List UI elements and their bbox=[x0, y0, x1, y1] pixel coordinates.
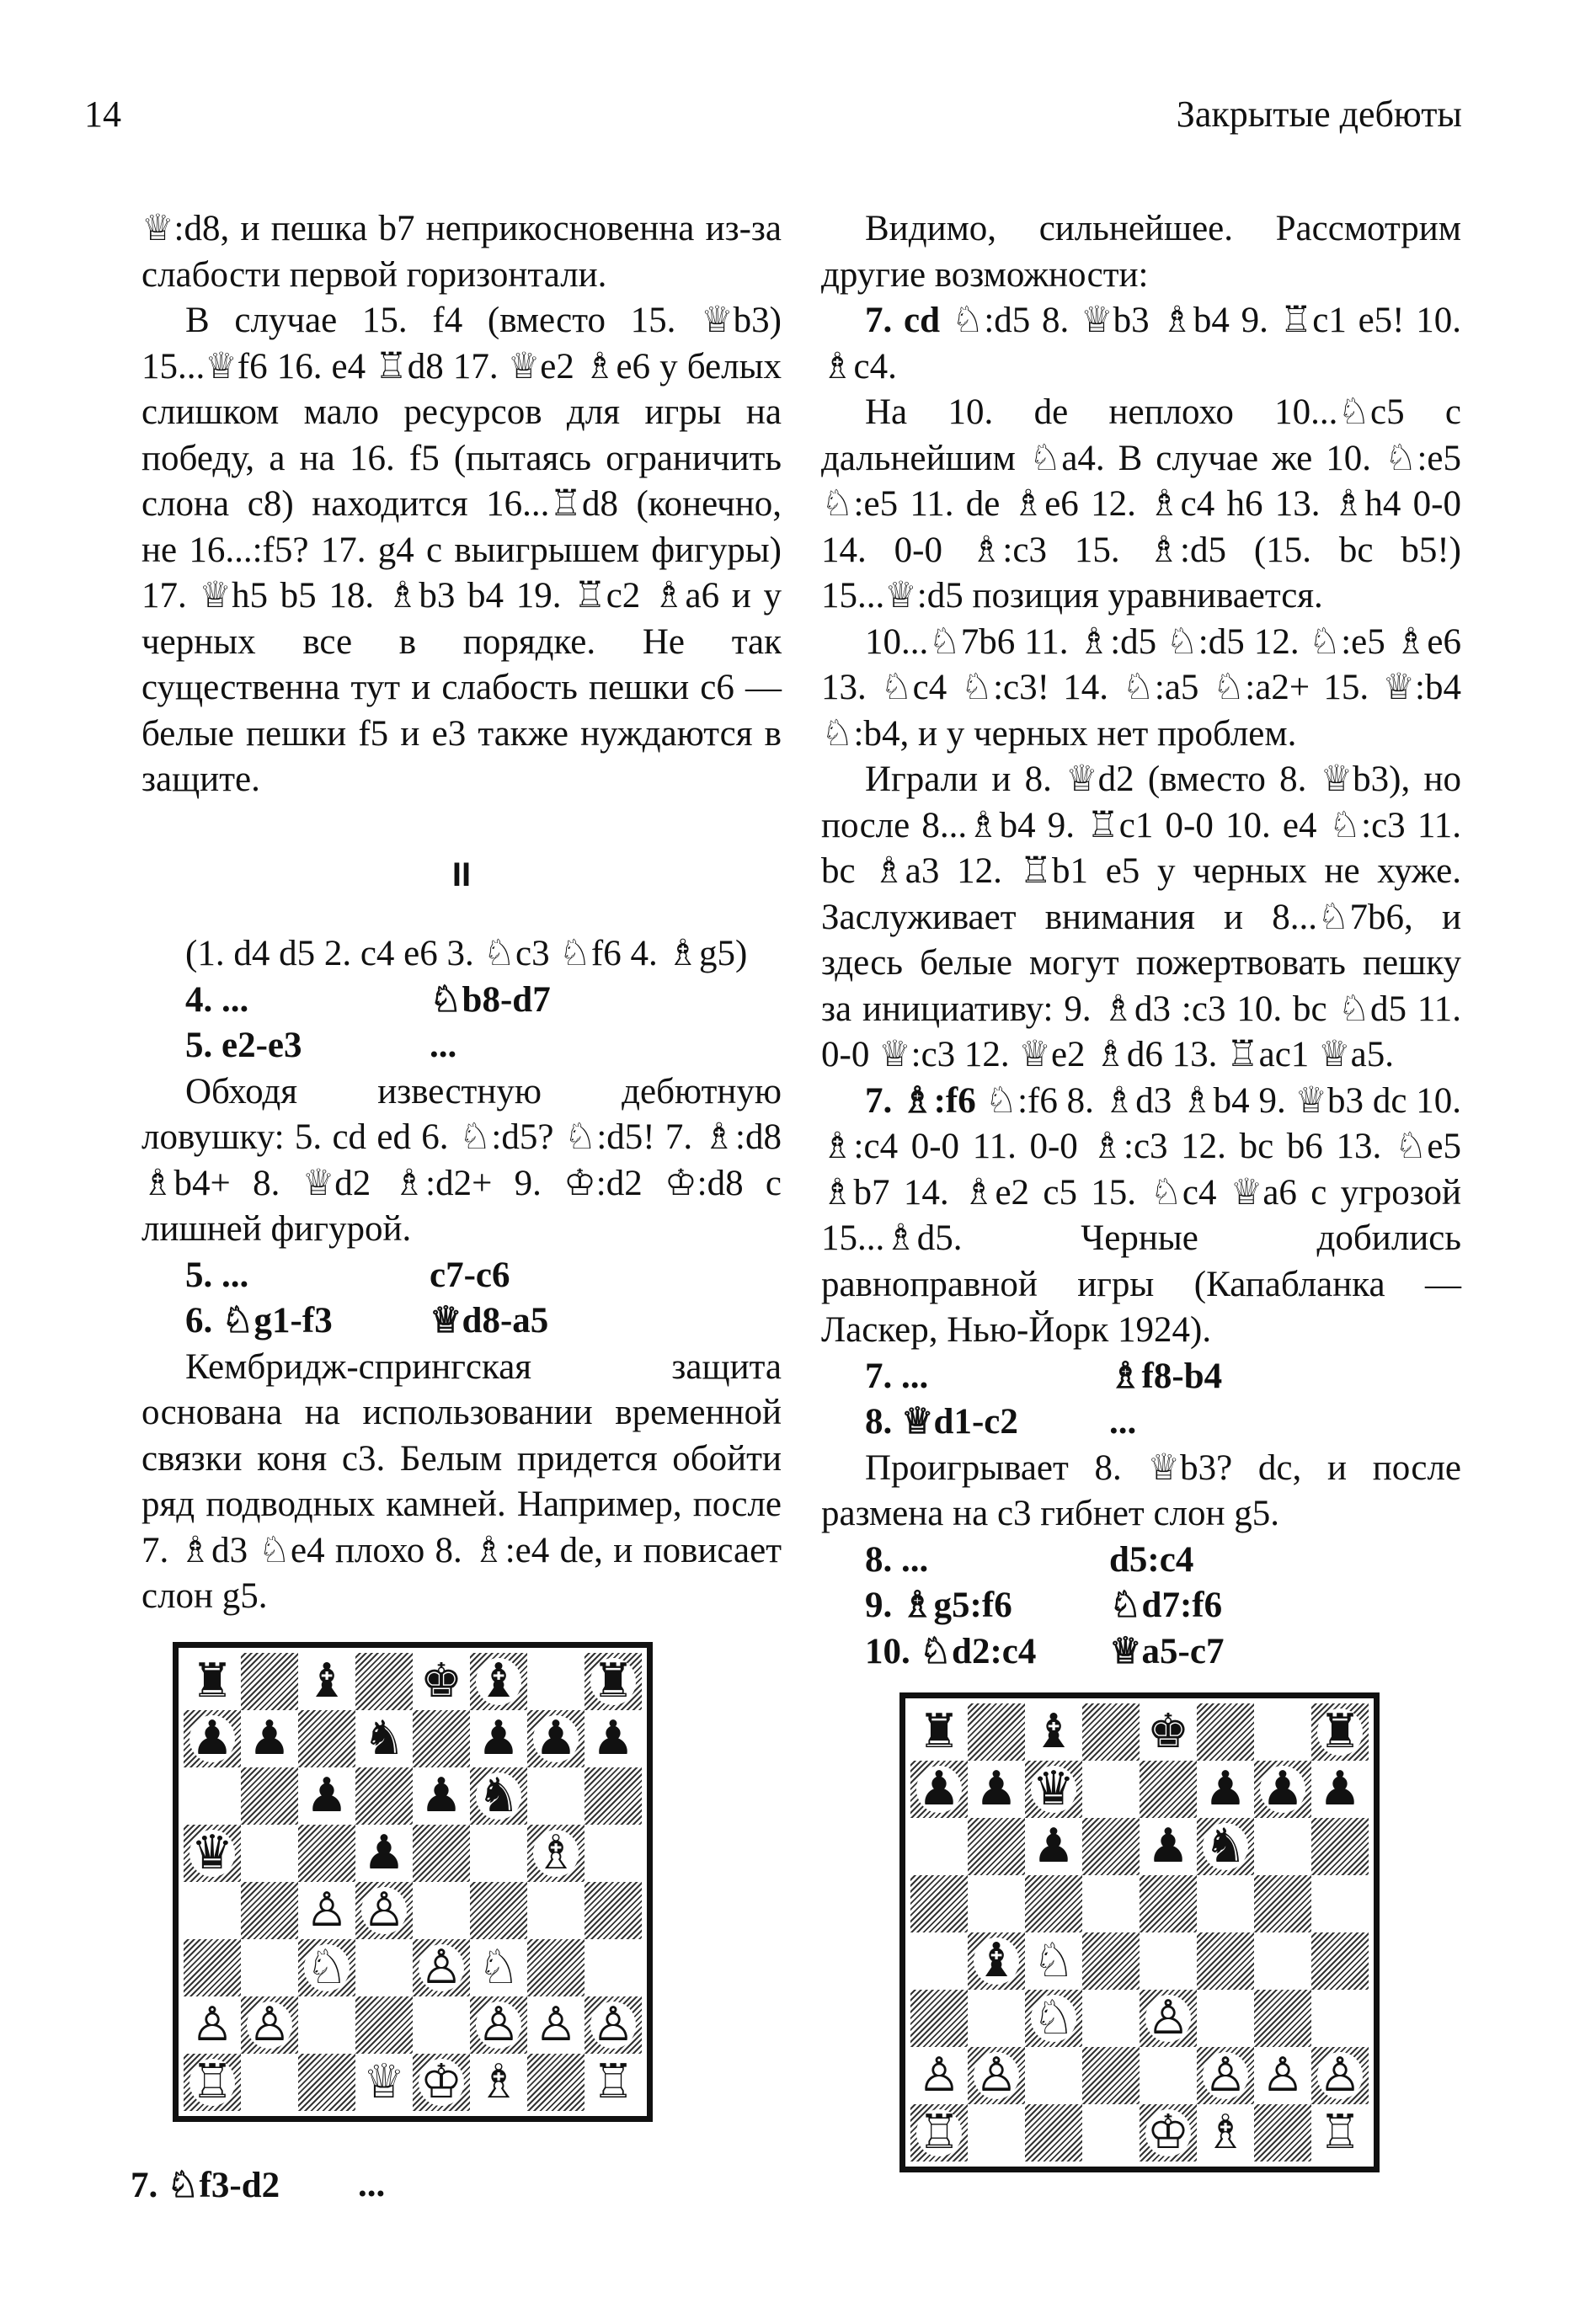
chess-piece-icon: ♞ bbox=[362, 1711, 406, 1766]
chess-piece-icon: ♟ bbox=[591, 1711, 635, 1766]
board-square bbox=[1082, 1990, 1140, 2047]
move-line bbox=[865, 1354, 1461, 1400]
board-square bbox=[241, 1939, 298, 1996]
board-square bbox=[527, 2054, 584, 2111]
black-move: d5:c4 bbox=[1109, 1539, 1194, 1580]
board-square bbox=[1311, 1932, 1369, 1990]
chess-piece-icon: ♜ bbox=[1318, 1704, 1362, 1759]
black-move: ♕d8-a5 bbox=[430, 1301, 549, 1341]
board-square bbox=[355, 1882, 413, 1939]
board-square bbox=[470, 1939, 527, 1996]
move-line bbox=[185, 1023, 782, 1069]
board-square bbox=[910, 1932, 968, 1990]
move-line bbox=[865, 1399, 1461, 1446]
board-square bbox=[184, 2054, 241, 2111]
board-square bbox=[584, 1710, 642, 1767]
black-move: c7-c6 bbox=[430, 1255, 510, 1295]
board-square bbox=[413, 1767, 470, 1825]
board-square bbox=[241, 1825, 298, 1882]
chess-piece-icon: ♚ bbox=[419, 1654, 463, 1708]
board-square bbox=[184, 1767, 241, 1825]
board-square bbox=[1197, 1875, 1254, 1932]
board-square bbox=[470, 1653, 527, 1710]
board-square bbox=[1025, 1818, 1082, 1875]
chess-piece-icon: ♘ bbox=[477, 1940, 520, 1995]
board-square bbox=[968, 2104, 1025, 2161]
board-square bbox=[1025, 1703, 1082, 1761]
chess-piece-icon: ♙ bbox=[362, 1883, 406, 1938]
chess-piece-icon: ♜ bbox=[917, 1704, 961, 1759]
chess-piece-icon: ♙ bbox=[1146, 1991, 1190, 2045]
chess-piece-icon: ♟ bbox=[248, 1711, 291, 1766]
board-square bbox=[470, 1767, 527, 1825]
board-square bbox=[584, 1996, 642, 2054]
board-square bbox=[1025, 2047, 1082, 2104]
board-square bbox=[1197, 1818, 1254, 1875]
chess-piece-icon: ♟ bbox=[1146, 1819, 1190, 1874]
chess-piece-icon: ♙ bbox=[917, 2048, 961, 2103]
board-square bbox=[1140, 1932, 1197, 1990]
black-move: ♘d7:f6 bbox=[1109, 1586, 1223, 1625]
board-square bbox=[470, 2054, 527, 2111]
paragraph: Играли и 8. ♕d2 (вместо 8. ♕b3), но после 8...♗b4 9. ♖c1 0-0 10. e4 ♘:c3 11. bc ♗a3 12. ♖b1 e5 у черных не хуже. Заслуживает внимания и 8...♘7b6, и здесь белые могут пожертвовать пешку за инициативу: 9. ♗d3 :c3 10. bc ♘d5 11. 0-0 ♕:c3 12. ♕e2 ♗d6 13. ♖ac1 ♕a5. bbox=[821, 760, 1461, 1074]
board-square bbox=[241, 2054, 298, 2111]
board-square bbox=[413, 2054, 470, 2111]
board-square bbox=[1025, 1932, 1082, 1990]
paragraph: Проигрывает 8. ♕b3? dc, и после размена на c3 гибнет слон g5. bbox=[821, 1447, 1461, 1533]
chess-piece-icon: ♚ bbox=[1146, 1704, 1190, 1759]
paragraph: ♕:d8, и пешка b7 неприкосновенна из-за слабости первой горизонтали. bbox=[141, 209, 782, 295]
board-square bbox=[298, 1996, 355, 2054]
paragraph-text: ♘:d5 8. ♕b3 ♗b4 9. ♖c1 e5! 10. ♗c4. bbox=[821, 301, 1461, 386]
board-square bbox=[1140, 1703, 1197, 1761]
board-square bbox=[355, 1825, 413, 1882]
paragraph: В случае 15. f4 (вместо 15. ♕b3) 15...♕f6 16. e4 ♖d8 17. ♕e2 ♗e6 у белых слишком мало ресурсов для игры на победу, а на 16. f5 (пытаясь ограничить слона c8) находится 16...♖d8 (конечно, не 16...:f5? 17. g4 с выигрышем фигуры) 17. ♕h5 b5 18. ♗b3 b4 19. ♖c2 ♗a6 и у черных все в порядке. Не так существенна тут и слабость пешки c6 — белые пешки f5 и e3 также нуждаются в защите. bbox=[141, 301, 782, 799]
chess-piece-icon: ♟ bbox=[974, 1762, 1018, 1816]
chess-piece-icon: ♗ bbox=[477, 2055, 520, 2109]
board-square bbox=[584, 1653, 642, 1710]
board-square bbox=[584, 1939, 642, 1996]
chess-piece-icon: ♟ bbox=[419, 1768, 463, 1823]
board-square bbox=[298, 2054, 355, 2111]
right-column bbox=[821, 206, 1461, 1675]
chess-piece-icon: ♖ bbox=[190, 2055, 234, 2109]
chess-piece-icon: ♙ bbox=[591, 1997, 635, 2052]
board-square bbox=[968, 2047, 1025, 2104]
chess-piece-icon: ♟ bbox=[1204, 1762, 1247, 1816]
board-square bbox=[241, 1996, 298, 2054]
board-square bbox=[1197, 1761, 1254, 1818]
board-square bbox=[1025, 1761, 1082, 1818]
board-square bbox=[968, 1990, 1025, 2047]
paragraph: Обходя известную дебютную ловушку: 5. cd ed 6. ♘:d5? ♘:d5! 7. ♗:d8 ♗b4+ 8. ♕d2 ♗:d2+ 9. ♔:d2 ♔:d8 с лишней фигурой. bbox=[141, 1071, 782, 1249]
white-move: 8. ... bbox=[865, 1539, 929, 1580]
board-square bbox=[241, 1653, 298, 1710]
board-square bbox=[1025, 2104, 1082, 2161]
white-move: 7. ♘f3-d2 bbox=[131, 2166, 280, 2205]
board-square bbox=[1197, 2104, 1254, 2161]
board-square bbox=[1254, 1703, 1311, 1761]
chess-piece-icon: ♞ bbox=[477, 1768, 520, 1823]
paragraph: Кембридж-спрингская защита основана на использовании временной связки коня c3. Белым придется обойти ряд подводных камней. Например, после 7. ♗d3 ♘e4 плохо 8. ♗:e4 de, и повисает слон g5. bbox=[141, 1346, 782, 1616]
board-square bbox=[413, 1939, 470, 1996]
chess-piece-icon: ♔ bbox=[1146, 2105, 1190, 2160]
chess-piece-icon: ♙ bbox=[190, 1997, 234, 2052]
board-square bbox=[910, 1875, 968, 1932]
board-square bbox=[1140, 1761, 1197, 1818]
board-square bbox=[1311, 2047, 1369, 2104]
black-move: ... bbox=[358, 2165, 386, 2204]
chess-piece-icon: ♟ bbox=[190, 1711, 234, 1766]
board-square bbox=[1197, 1990, 1254, 2047]
board-square bbox=[584, 2054, 642, 2111]
board-square bbox=[1254, 1818, 1311, 1875]
board-square bbox=[584, 1882, 642, 1939]
chess-piece-icon: ♖ bbox=[591, 2055, 635, 2109]
board-square bbox=[1140, 1990, 1197, 2047]
chess-piece-icon: ♝ bbox=[1032, 1704, 1076, 1759]
board-square bbox=[184, 1653, 241, 1710]
board-square bbox=[1082, 1703, 1140, 1761]
board-square bbox=[470, 1882, 527, 1939]
board-square bbox=[355, 1653, 413, 1710]
board-square bbox=[355, 1939, 413, 1996]
board-square bbox=[298, 1653, 355, 1710]
chess-piece-icon: ♟ bbox=[1261, 1762, 1305, 1816]
board-square bbox=[968, 1932, 1025, 1990]
board-square bbox=[1082, 1818, 1140, 1875]
white-move: 8. ♕d1-c2 bbox=[865, 1402, 1018, 1442]
chess-piece-icon: ♘ bbox=[1032, 1933, 1076, 1988]
black-move: ... bbox=[1109, 1402, 1137, 1442]
board-square bbox=[298, 1710, 355, 1767]
paragraph bbox=[821, 298, 1461, 390]
board-square bbox=[527, 1653, 584, 1710]
board-square bbox=[910, 1761, 968, 1818]
move-bold: 7. ♗:f6 bbox=[865, 1080, 976, 1121]
chess-piece-icon: ♕ bbox=[362, 2055, 406, 2109]
move-line bbox=[865, 1538, 1461, 1584]
chess-piece-icon: ♝ bbox=[477, 1654, 520, 1708]
board-square bbox=[1197, 1932, 1254, 1990]
board-square bbox=[184, 1825, 241, 1882]
board-square bbox=[298, 1882, 355, 1939]
board-square bbox=[413, 1882, 470, 1939]
board-square bbox=[184, 1710, 241, 1767]
chess-piece-icon: ♗ bbox=[534, 1826, 578, 1880]
left-column bbox=[141, 206, 782, 1620]
chess-piece-icon: ♖ bbox=[1318, 2105, 1362, 2160]
white-move: 9. ♗g5:f6 bbox=[865, 1586, 1012, 1625]
chess-piece-icon: ♙ bbox=[974, 2048, 1018, 2103]
board-square bbox=[298, 1939, 355, 1996]
chess-piece-icon: ♙ bbox=[1261, 2048, 1305, 2103]
board-square bbox=[1082, 2047, 1140, 2104]
chess-piece-icon: ♞ bbox=[1204, 1819, 1247, 1874]
board-square bbox=[1082, 1761, 1140, 1818]
board-square bbox=[968, 1761, 1025, 1818]
board-square bbox=[968, 1875, 1025, 1932]
chess-piece-icon: ♟ bbox=[1318, 1762, 1362, 1816]
chess-piece-icon: ♙ bbox=[1204, 2048, 1247, 2103]
running-title: Закрытые дебюты bbox=[1176, 93, 1462, 135]
board-square bbox=[910, 1990, 968, 2047]
board-square bbox=[968, 1703, 1025, 1761]
board-square bbox=[470, 1996, 527, 2054]
chess-piece-icon: ♜ bbox=[591, 1654, 635, 1708]
board-square bbox=[1311, 1875, 1369, 1932]
chess-diagram-1 bbox=[173, 1642, 653, 2122]
move-line bbox=[185, 978, 782, 1024]
board-square bbox=[1082, 2104, 1140, 2161]
board-square bbox=[1140, 2047, 1197, 2104]
chess-piece-icon: ♟ bbox=[1032, 1819, 1076, 1874]
section-heading: II bbox=[451, 856, 472, 893]
chess-piece-icon: ♙ bbox=[477, 1997, 520, 2052]
board-square bbox=[1311, 1990, 1369, 2047]
board-square bbox=[355, 1767, 413, 1825]
board-square bbox=[1025, 1990, 1082, 2047]
paragraph bbox=[821, 1079, 1461, 1354]
board-square bbox=[1254, 1875, 1311, 1932]
chess-piece-icon: ♗ bbox=[1204, 2105, 1247, 2160]
paragraph: 10...♘7b6 11. ♗:d5 ♘:d5 12. ♘:e5 ♗e6 13. ♘c4 ♘:c3! 14. ♘:a5 ♘:a2+ 15. ♕:b4 ♘:b4, и у черных нет проблем. bbox=[821, 621, 1461, 754]
move-line bbox=[865, 1583, 1461, 1629]
page-number: 14 bbox=[84, 93, 121, 135]
chess-piece-icon: ♟ bbox=[917, 1762, 961, 1816]
board-square bbox=[1140, 1875, 1197, 1932]
board-square bbox=[1254, 1990, 1311, 2047]
chess-diagram-2 bbox=[899, 1692, 1380, 2172]
board-square bbox=[527, 1825, 584, 1882]
black-move: ♘b8-d7 bbox=[430, 979, 551, 1020]
board-square bbox=[413, 1996, 470, 2054]
board-square bbox=[527, 1882, 584, 1939]
board-square bbox=[1082, 1875, 1140, 1932]
board-square bbox=[1254, 2047, 1311, 2104]
board-square bbox=[584, 1825, 642, 1882]
chess-piece-icon: ♙ bbox=[1318, 2048, 1362, 2103]
chess-piece-icon: ♙ bbox=[248, 1997, 291, 2052]
chess-piece-icon: ♟ bbox=[305, 1768, 349, 1823]
board-square bbox=[910, 1703, 968, 1761]
board-square bbox=[584, 1767, 642, 1825]
board-square bbox=[184, 1882, 241, 1939]
paragraph: На 10. de неплохо 10...♘c5 с дальнейшим ♘a4. В случае же 10. ♘:e5 ♘:e5 11. de ♗e6 12. ♗c4 h6 13. ♗h4 0-0 14. 0-0 ♗:c3 15. ♗:d5 (15. bc b5!) 15...♕:d5 позиция уравнивается. bbox=[821, 392, 1461, 616]
chess-piece-icon: ♙ bbox=[534, 1997, 578, 2052]
chess-piece-icon: ♛ bbox=[190, 1826, 234, 1880]
black-move: ♕a5-c7 bbox=[1109, 1631, 1225, 1671]
board-square bbox=[1140, 2104, 1197, 2161]
board-square bbox=[1197, 2047, 1254, 2104]
chess-piece-icon: ♛ bbox=[1032, 1762, 1076, 1816]
board-square bbox=[910, 2047, 968, 2104]
chess-piece-icon: ♜ bbox=[190, 1654, 234, 1708]
chess-piece-icon: ♘ bbox=[1032, 1991, 1076, 2045]
board-square bbox=[184, 1996, 241, 2054]
board-square bbox=[184, 1939, 241, 1996]
chess-piece-icon: ♙ bbox=[305, 1883, 349, 1938]
board-square bbox=[910, 1818, 968, 1875]
board-square bbox=[1140, 1818, 1197, 1875]
board-square bbox=[527, 1939, 584, 1996]
board-square bbox=[1311, 1703, 1369, 1761]
chess-piece-icon: ♟ bbox=[477, 1711, 520, 1766]
board-square bbox=[1082, 1932, 1140, 1990]
board-square bbox=[355, 1710, 413, 1767]
white-move: 10. ♘d2:c4 bbox=[865, 1631, 1037, 1671]
board-square bbox=[1197, 1703, 1254, 1761]
black-move: ♗f8-b4 bbox=[1109, 1356, 1223, 1396]
board-square bbox=[413, 1710, 470, 1767]
paragraph: Видимо, сильнейшее. Рассмотрим другие возможности: bbox=[821, 209, 1461, 295]
opening-moves: (1. d4 d5 2. c4 e6 3. ♘c3 ♘f6 4. ♗g5) bbox=[185, 934, 748, 973]
move-bold: 7. cd bbox=[865, 301, 941, 340]
board-square bbox=[241, 1882, 298, 1939]
board-square bbox=[241, 1767, 298, 1825]
board-square bbox=[470, 1825, 527, 1882]
board-square bbox=[1311, 1818, 1369, 1875]
board-square bbox=[413, 1653, 470, 1710]
move-line bbox=[131, 2164, 385, 2206]
board-square bbox=[1254, 1761, 1311, 1818]
board-square bbox=[298, 1767, 355, 1825]
white-move: 7. ... bbox=[865, 1356, 929, 1396]
board-square bbox=[470, 1710, 527, 1767]
paragraph-text: ♘:f6 8. ♗d3 ♗b4 9. ♕b3 dc 10. ♗:c4 0-0 11. 0-0 ♗:c3 12. bc b6 13. ♘e5 ♗b7 14. ♗e2 c5 15. ♘c4 ♕a6 с угрозой 15...♗d5. Черные добились равноправной игры (Капабланка — Ласкер, Нью-Йорк 1924). bbox=[821, 1080, 1462, 1350]
chess-piece-icon: ♙ bbox=[419, 1940, 463, 1995]
board-square bbox=[355, 2054, 413, 2111]
board-square bbox=[527, 1996, 584, 2054]
move-line bbox=[185, 1253, 782, 1299]
board-square bbox=[241, 1710, 298, 1767]
chess-piece-icon: ♝ bbox=[974, 1933, 1018, 1988]
board-square bbox=[1311, 1761, 1369, 1818]
move-line bbox=[865, 1629, 1461, 1676]
board-square bbox=[1311, 2104, 1369, 2161]
board-square bbox=[413, 1825, 470, 1882]
board-square bbox=[527, 1710, 584, 1767]
chess-piece-icon: ♝ bbox=[305, 1654, 349, 1708]
board-square bbox=[1254, 2104, 1311, 2161]
board-square bbox=[1254, 1932, 1311, 1990]
chess-piece-icon: ♔ bbox=[419, 2055, 463, 2109]
black-move: ... bbox=[430, 1026, 457, 1065]
board-square bbox=[355, 1996, 413, 2054]
white-move: 6. ♘g1-f3 bbox=[185, 1301, 333, 1341]
board-square bbox=[298, 1825, 355, 1882]
board-square bbox=[527, 1767, 584, 1825]
chess-piece-icon: ♘ bbox=[305, 1940, 349, 1995]
chess-piece-icon: ♟ bbox=[534, 1711, 578, 1766]
board-square bbox=[968, 1818, 1025, 1875]
white-move: 4. ... bbox=[185, 979, 249, 1020]
move-line bbox=[185, 1298, 782, 1345]
white-move: 5. ... bbox=[185, 1255, 249, 1295]
chess-piece-icon: ♟ bbox=[362, 1826, 406, 1880]
board-square bbox=[910, 2104, 968, 2161]
white-move: 5. e2-e3 bbox=[185, 1026, 302, 1065]
chess-piece-icon: ♖ bbox=[917, 2105, 961, 2160]
board-square bbox=[1025, 1875, 1082, 1932]
